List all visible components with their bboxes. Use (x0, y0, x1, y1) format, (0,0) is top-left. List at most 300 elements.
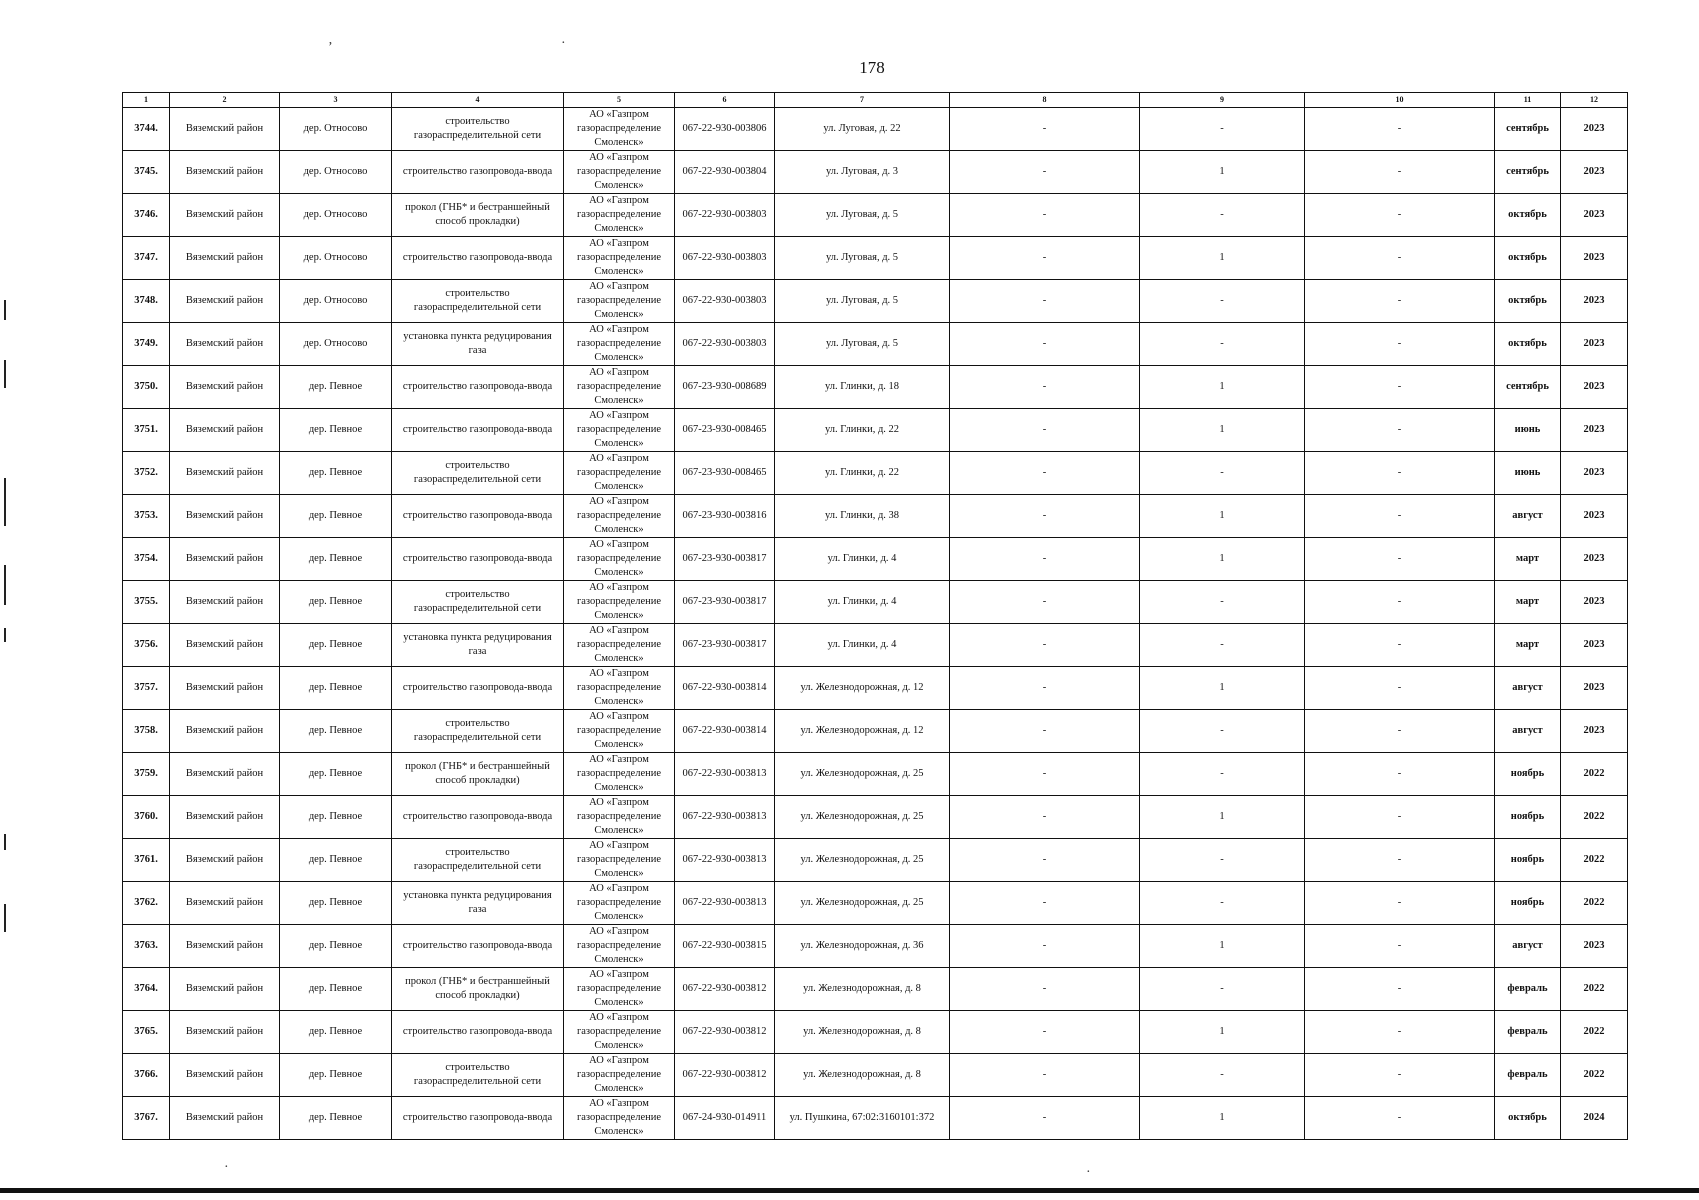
col-8-value-cell: - (950, 194, 1140, 237)
col-9-value-cell: - (1140, 108, 1305, 151)
work-type-cell: прокол (ГНБ* и бестраншейный способ прокладки) (392, 194, 564, 237)
year-cell: 2023 (1561, 237, 1628, 280)
year-cell: 2023 (1561, 538, 1628, 581)
month-cell: ноябрь (1495, 796, 1561, 839)
application-code-cell: 067-23-930-008465 (675, 452, 775, 495)
application-code-cell: 067-22-930-003814 (675, 710, 775, 753)
application-code-cell: 067-22-930-003815 (675, 925, 775, 968)
col-8-value-cell: - (950, 452, 1140, 495)
col-8-value-cell: - (950, 796, 1140, 839)
address-cell: ул. Глинки, д. 22 (775, 452, 950, 495)
operator-cell: АО «Газпром газораспределение Смоленск» (564, 1097, 675, 1140)
district-cell: Вяземский район (170, 452, 280, 495)
address-cell: ул. Луговая, д. 5 (775, 237, 950, 280)
col-8-value-cell: - (950, 968, 1140, 1011)
settlement-cell: дер. Певное (280, 1097, 392, 1140)
col-9-value-cell: 1 (1140, 796, 1305, 839)
month-cell: август (1495, 667, 1561, 710)
row-number-cell: 3755. (123, 581, 170, 624)
district-cell: Вяземский район (170, 581, 280, 624)
district-cell: Вяземский район (170, 495, 280, 538)
month-cell: февраль (1495, 1054, 1561, 1097)
month-cell: сентябрь (1495, 151, 1561, 194)
work-type-cell: строительство газопровода-ввода (392, 796, 564, 839)
district-cell: Вяземский район (170, 323, 280, 366)
col-8-value-cell: - (950, 538, 1140, 581)
work-type-cell: строительство газораспределительной сети (392, 280, 564, 323)
col-8-value-cell: - (950, 882, 1140, 925)
work-type-cell: строительство газопровода-ввода (392, 538, 564, 581)
district-cell: Вяземский район (170, 667, 280, 710)
application-code-cell: 067-23-930-003817 (675, 538, 775, 581)
settlement-cell: дер. Певное (280, 925, 392, 968)
settlement-cell: дер. Певное (280, 495, 392, 538)
row-number-cell: 3766. (123, 1054, 170, 1097)
year-cell: 2023 (1561, 409, 1628, 452)
col-9-value-cell: 1 (1140, 538, 1305, 581)
year-cell: 2022 (1561, 968, 1628, 1011)
application-code-cell: 067-23-930-008465 (675, 409, 775, 452)
operator-cell: АО «Газпром газораспределение Смоленск» (564, 839, 675, 882)
row-number-cell: 3747. (123, 237, 170, 280)
table-row (123, 882, 1628, 925)
col-8-value-cell: - (950, 151, 1140, 194)
operator-cell: АО «Газпром газораспределение Смоленск» (564, 194, 675, 237)
scan-edge-mark (4, 565, 6, 605)
work-type-cell: установка пункта редуцирования газа (392, 624, 564, 667)
district-cell: Вяземский район (170, 280, 280, 323)
address-cell: ул. Луговая, д. 5 (775, 280, 950, 323)
district-cell: Вяземский район (170, 538, 280, 581)
month-cell: август (1495, 495, 1561, 538)
work-type-cell: строительство газопровода-ввода (392, 237, 564, 280)
col-10-value-cell: - (1305, 1054, 1495, 1097)
table-row (123, 452, 1628, 495)
table-row (123, 968, 1628, 1011)
col-10-value-cell: - (1305, 667, 1495, 710)
col-10-value-cell: - (1305, 839, 1495, 882)
col-10-value-cell: - (1305, 538, 1495, 581)
table-row (123, 323, 1628, 366)
work-type-cell: прокол (ГНБ* и бестраншейный способ прокладки) (392, 753, 564, 796)
col-10-value-cell: - (1305, 151, 1495, 194)
operator-cell: АО «Газпром газораспределение Смоленск» (564, 366, 675, 409)
operator-cell: АО «Газпром газораспределение Смоленск» (564, 796, 675, 839)
work-type-cell: строительство газопровода-ввода (392, 925, 564, 968)
address-cell: ул. Луговая, д. 5 (775, 194, 950, 237)
year-cell: 2023 (1561, 710, 1628, 753)
col-8-value-cell: - (950, 366, 1140, 409)
application-code-cell: 067-22-930-003803 (675, 194, 775, 237)
operator-cell: АО «Газпром газораспределение Смоленск» (564, 495, 675, 538)
settlement-cell: дер. Певное (280, 1054, 392, 1097)
year-cell: 2023 (1561, 194, 1628, 237)
application-code-cell: 067-23-930-008689 (675, 366, 775, 409)
col-9-value-cell: 1 (1140, 925, 1305, 968)
col-8-value-cell: - (950, 667, 1140, 710)
col-8-value-cell: - (950, 409, 1140, 452)
year-cell: 2023 (1561, 323, 1628, 366)
district-cell: Вяземский район (170, 753, 280, 796)
col-9-value-cell: - (1140, 839, 1305, 882)
table-row (123, 1097, 1628, 1140)
col-9-value-cell: - (1140, 581, 1305, 624)
col-10-value-cell: - (1305, 882, 1495, 925)
row-number-cell: 3760. (123, 796, 170, 839)
application-code-cell: 067-22-930-003804 (675, 151, 775, 194)
month-cell: февраль (1495, 1011, 1561, 1054)
address-cell: ул. Луговая, д. 3 (775, 151, 950, 194)
column-number-5: 5 (564, 93, 675, 108)
table-row (123, 538, 1628, 581)
address-cell: ул. Луговая, д. 22 (775, 108, 950, 151)
operator-cell: АО «Газпром газораспределение Смоленск» (564, 667, 675, 710)
table-row (123, 1054, 1628, 1097)
col-10-value-cell: - (1305, 495, 1495, 538)
row-number-cell: 3765. (123, 1011, 170, 1054)
year-cell: 2023 (1561, 452, 1628, 495)
application-code-cell: 067-22-930-003812 (675, 1054, 775, 1097)
table-row (123, 108, 1628, 151)
operator-cell: АО «Газпром газораспределение Смоленск» (564, 108, 675, 151)
operator-cell: АО «Газпром газораспределение Смоленск» (564, 280, 675, 323)
year-cell: 2023 (1561, 624, 1628, 667)
table-row (123, 624, 1628, 667)
column-number-12: 12 (1561, 93, 1628, 108)
month-cell: февраль (1495, 968, 1561, 1011)
month-cell: сентябрь (1495, 108, 1561, 151)
district-cell: Вяземский район (170, 1011, 280, 1054)
settlement-cell: дер. Относово (280, 323, 392, 366)
month-cell: июнь (1495, 452, 1561, 495)
application-code-cell: 067-22-930-003812 (675, 1011, 775, 1054)
col-10-value-cell: - (1305, 237, 1495, 280)
operator-cell: АО «Газпром газораспределение Смоленск» (564, 323, 675, 366)
column-number-8: 8 (950, 93, 1140, 108)
col-9-value-cell: - (1140, 1054, 1305, 1097)
col-10-value-cell: - (1305, 280, 1495, 323)
month-cell: ноябрь (1495, 882, 1561, 925)
column-number-7: 7 (775, 93, 950, 108)
year-cell: 2022 (1561, 839, 1628, 882)
table-row (123, 667, 1628, 710)
month-cell: июнь (1495, 409, 1561, 452)
year-cell: 2022 (1561, 1054, 1628, 1097)
col-8-value-cell: - (950, 495, 1140, 538)
row-number-cell: 3745. (123, 151, 170, 194)
row-number-cell: 3744. (123, 108, 170, 151)
col-8-value-cell: - (950, 1054, 1140, 1097)
operator-cell: АО «Газпром газораспределение Смоленск» (564, 925, 675, 968)
application-code-cell: 067-22-930-003814 (675, 667, 775, 710)
row-number-cell: 3748. (123, 280, 170, 323)
scan-speck: · (1086, 1165, 1091, 1180)
settlement-cell: дер. Певное (280, 796, 392, 839)
row-number-cell: 3763. (123, 925, 170, 968)
scan-speck: · (224, 1160, 229, 1175)
district-cell: Вяземский район (170, 237, 280, 280)
operator-cell: АО «Газпром газораспределение Смоленск» (564, 237, 675, 280)
application-code-cell: 067-23-930-003817 (675, 624, 775, 667)
col-10-value-cell: - (1305, 108, 1495, 151)
settlement-cell: дер. Певное (280, 581, 392, 624)
row-number-cell: 3759. (123, 753, 170, 796)
col-9-value-cell: - (1140, 753, 1305, 796)
col-9-value-cell: - (1140, 323, 1305, 366)
table-row (123, 1011, 1628, 1054)
application-code-cell: 067-22-930-003803 (675, 237, 775, 280)
address-cell: ул. Глинки, д. 18 (775, 366, 950, 409)
col-9-value-cell: - (1140, 624, 1305, 667)
col-9-value-cell: 1 (1140, 495, 1305, 538)
col-9-value-cell: - (1140, 194, 1305, 237)
district-cell: Вяземский район (170, 1097, 280, 1140)
work-type-cell: строительство газораспределительной сети (392, 452, 564, 495)
table-row (123, 280, 1628, 323)
district-cell: Вяземский район (170, 151, 280, 194)
col-10-value-cell: - (1305, 409, 1495, 452)
page-number: 178 (859, 58, 885, 77)
application-code-cell: 067-22-930-003803 (675, 323, 775, 366)
application-code-cell: 067-24-930-014911 (675, 1097, 775, 1140)
year-cell: 2023 (1561, 151, 1628, 194)
month-cell: ноябрь (1495, 839, 1561, 882)
work-type-cell: строительство газопровода-ввода (392, 495, 564, 538)
col-10-value-cell: - (1305, 323, 1495, 366)
column-number-1: 1 (123, 93, 170, 108)
col-10-value-cell: - (1305, 796, 1495, 839)
application-code-cell: 067-22-930-003813 (675, 753, 775, 796)
work-type-cell: строительство газопровода-ввода (392, 1011, 564, 1054)
col-10-value-cell: - (1305, 753, 1495, 796)
work-type-cell: строительство газораспределительной сети (392, 581, 564, 624)
application-code-cell: 067-23-930-003816 (675, 495, 775, 538)
district-cell: Вяземский район (170, 624, 280, 667)
row-number-cell: 3753. (123, 495, 170, 538)
district-cell: Вяземский район (170, 839, 280, 882)
operator-cell: АО «Газпром газораспределение Смоленск» (564, 452, 675, 495)
district-cell: Вяземский район (170, 108, 280, 151)
address-cell: ул. Железнодорожная, д. 12 (775, 667, 950, 710)
row-number-cell: 3764. (123, 968, 170, 1011)
application-code-cell: 067-22-930-003803 (675, 280, 775, 323)
month-cell: март (1495, 624, 1561, 667)
col-8-value-cell: - (950, 710, 1140, 753)
column-number-4: 4 (392, 93, 564, 108)
register-table (122, 92, 1628, 1140)
settlement-cell: дер. Певное (280, 968, 392, 1011)
work-type-cell: установка пункта редуцирования газа (392, 323, 564, 366)
table-row (123, 710, 1628, 753)
column-number-3: 3 (280, 93, 392, 108)
address-cell: ул. Глинки, д. 22 (775, 409, 950, 452)
district-cell: Вяземский район (170, 925, 280, 968)
col-10-value-cell: - (1305, 968, 1495, 1011)
operator-cell: АО «Газпром газораспределение Смоленск» (564, 581, 675, 624)
application-code-cell: 067-22-930-003813 (675, 882, 775, 925)
settlement-cell: дер. Певное (280, 452, 392, 495)
work-type-cell: строительство газопровода-ввода (392, 151, 564, 194)
address-cell: ул. Железнодорожная, д. 8 (775, 1011, 950, 1054)
settlement-cell: дер. Певное (280, 624, 392, 667)
district-cell: Вяземский район (170, 710, 280, 753)
col-8-value-cell: - (950, 108, 1140, 151)
row-number-cell: 3746. (123, 194, 170, 237)
row-number-cell: 3757. (123, 667, 170, 710)
month-cell: октябрь (1495, 237, 1561, 280)
year-cell: 2023 (1561, 581, 1628, 624)
work-type-cell: строительство газораспределительной сети (392, 710, 564, 753)
settlement-cell: дер. Певное (280, 538, 392, 581)
operator-cell: АО «Газпром газораспределение Смоленск» (564, 624, 675, 667)
settlement-cell: дер. Относово (280, 194, 392, 237)
year-cell: 2023 (1561, 667, 1628, 710)
col-8-value-cell: - (950, 624, 1140, 667)
row-number-cell: 3767. (123, 1097, 170, 1140)
col-9-value-cell: 1 (1140, 1097, 1305, 1140)
year-cell: 2024 (1561, 1097, 1628, 1140)
column-number-6: 6 (675, 93, 775, 108)
application-code-cell: 067-22-930-003806 (675, 108, 775, 151)
table-row (123, 194, 1628, 237)
month-cell: март (1495, 581, 1561, 624)
month-cell: сентябрь (1495, 366, 1561, 409)
table-row (123, 925, 1628, 968)
col-8-value-cell: - (950, 839, 1140, 882)
col-9-value-cell: 1 (1140, 237, 1305, 280)
page-bottom-rule (0, 1188, 1699, 1193)
column-number-9: 9 (1140, 93, 1305, 108)
scan-edge-mark (4, 478, 6, 526)
address-cell: ул. Железнодорожная, д. 8 (775, 968, 950, 1011)
row-number-cell: 3749. (123, 323, 170, 366)
row-number-cell: 3758. (123, 710, 170, 753)
address-cell: ул. Пушкина, 67:02:3160101:372 (775, 1097, 950, 1140)
address-cell: ул. Железнодорожная, д. 25 (775, 796, 950, 839)
col-8-value-cell: - (950, 1011, 1140, 1054)
address-cell: ул. Глинки, д. 4 (775, 538, 950, 581)
table-row (123, 366, 1628, 409)
work-type-cell: прокол (ГНБ* и бестраншейный способ прокладки) (392, 968, 564, 1011)
scan-edge-mark (4, 834, 6, 850)
settlement-cell: дер. Певное (280, 710, 392, 753)
col-8-value-cell: - (950, 925, 1140, 968)
col-10-value-cell: - (1305, 366, 1495, 409)
settlement-cell: дер. Певное (280, 839, 392, 882)
settlement-cell: дер. Относово (280, 280, 392, 323)
settlement-cell: дер. Певное (280, 409, 392, 452)
year-cell: 2023 (1561, 366, 1628, 409)
district-cell: Вяземский район (170, 968, 280, 1011)
district-cell: Вяземский район (170, 366, 280, 409)
operator-cell: АО «Газпром газораспределение Смоленск» (564, 409, 675, 452)
col-10-value-cell: - (1305, 194, 1495, 237)
register-body (123, 108, 1628, 1140)
table-row (123, 796, 1628, 839)
col-10-value-cell: - (1305, 710, 1495, 753)
year-cell: 2023 (1561, 108, 1628, 151)
work-type-cell: установка пункта редуцирования газа (392, 882, 564, 925)
operator-cell: АО «Газпром газораспределение Смоленск» (564, 1054, 675, 1097)
table-row (123, 581, 1628, 624)
col-10-value-cell: - (1305, 925, 1495, 968)
month-cell: октябрь (1495, 323, 1561, 366)
table-row (123, 495, 1628, 538)
work-type-cell: строительство газораспределительной сети (392, 1054, 564, 1097)
district-cell: Вяземский район (170, 1054, 280, 1097)
table-row (123, 151, 1628, 194)
col-8-value-cell: - (950, 753, 1140, 796)
month-cell: ноябрь (1495, 753, 1561, 796)
col-10-value-cell: - (1305, 581, 1495, 624)
year-cell: 2023 (1561, 925, 1628, 968)
settlement-cell: дер. Певное (280, 753, 392, 796)
year-cell: 2023 (1561, 495, 1628, 538)
settlement-cell: дер. Относово (280, 237, 392, 280)
col-10-value-cell: - (1305, 1011, 1495, 1054)
row-number-cell: 3754. (123, 538, 170, 581)
operator-cell: АО «Газпром газораспределение Смоленск» (564, 1011, 675, 1054)
col-9-value-cell: 1 (1140, 409, 1305, 452)
address-cell: ул. Глинки, д. 4 (775, 581, 950, 624)
row-number-cell: 3752. (123, 452, 170, 495)
settlement-cell: дер. Относово (280, 151, 392, 194)
year-cell: 2022 (1561, 796, 1628, 839)
settlement-cell: дер. Певное (280, 1011, 392, 1054)
address-cell: ул. Железнодорожная, д. 25 (775, 882, 950, 925)
scan-edge-mark (4, 904, 6, 932)
month-cell: август (1495, 925, 1561, 968)
row-number-cell: 3756. (123, 624, 170, 667)
month-cell: октябрь (1495, 280, 1561, 323)
operator-cell: АО «Газпром газораспределение Смоленск» (564, 538, 675, 581)
work-type-cell: строительство газопровода-ввода (392, 1097, 564, 1140)
address-cell: ул. Глинки, д. 4 (775, 624, 950, 667)
month-cell: октябрь (1495, 1097, 1561, 1140)
work-type-cell: строительство газораспределительной сети (392, 108, 564, 151)
row-number-cell: 3750. (123, 366, 170, 409)
col-9-value-cell: - (1140, 882, 1305, 925)
application-code-cell: 067-22-930-003813 (675, 839, 775, 882)
col-9-value-cell: - (1140, 452, 1305, 495)
col-9-value-cell: - (1140, 968, 1305, 1011)
col-9-value-cell: - (1140, 280, 1305, 323)
row-number-cell: 3761. (123, 839, 170, 882)
year-cell: 2022 (1561, 753, 1628, 796)
scan-edge-mark (4, 628, 6, 642)
row-number-cell: 3751. (123, 409, 170, 452)
table-row (123, 409, 1628, 452)
col-9-value-cell: 1 (1140, 1011, 1305, 1054)
col-9-value-cell: 1 (1140, 151, 1305, 194)
col-8-value-cell: - (950, 1097, 1140, 1140)
operator-cell: АО «Газпром газораспределение Смоленск» (564, 151, 675, 194)
work-type-cell: строительство газораспределительной сети (392, 839, 564, 882)
operator-cell: АО «Газпром газораспределение Смоленск» (564, 753, 675, 796)
col-8-value-cell: - (950, 323, 1140, 366)
table-row (123, 839, 1628, 882)
settlement-cell: дер. Певное (280, 667, 392, 710)
col-8-value-cell: - (950, 237, 1140, 280)
settlement-cell: дер. Певное (280, 882, 392, 925)
column-number-2: 2 (170, 93, 280, 108)
column-number-10: 10 (1305, 93, 1495, 108)
work-type-cell: строительство газопровода-ввода (392, 667, 564, 710)
work-type-cell: строительство газопровода-ввода (392, 409, 564, 452)
district-cell: Вяземский район (170, 882, 280, 925)
address-cell: ул. Железнодорожная, д. 36 (775, 925, 950, 968)
operator-cell: АО «Газпром газораспределение Смоленск» (564, 968, 675, 1011)
